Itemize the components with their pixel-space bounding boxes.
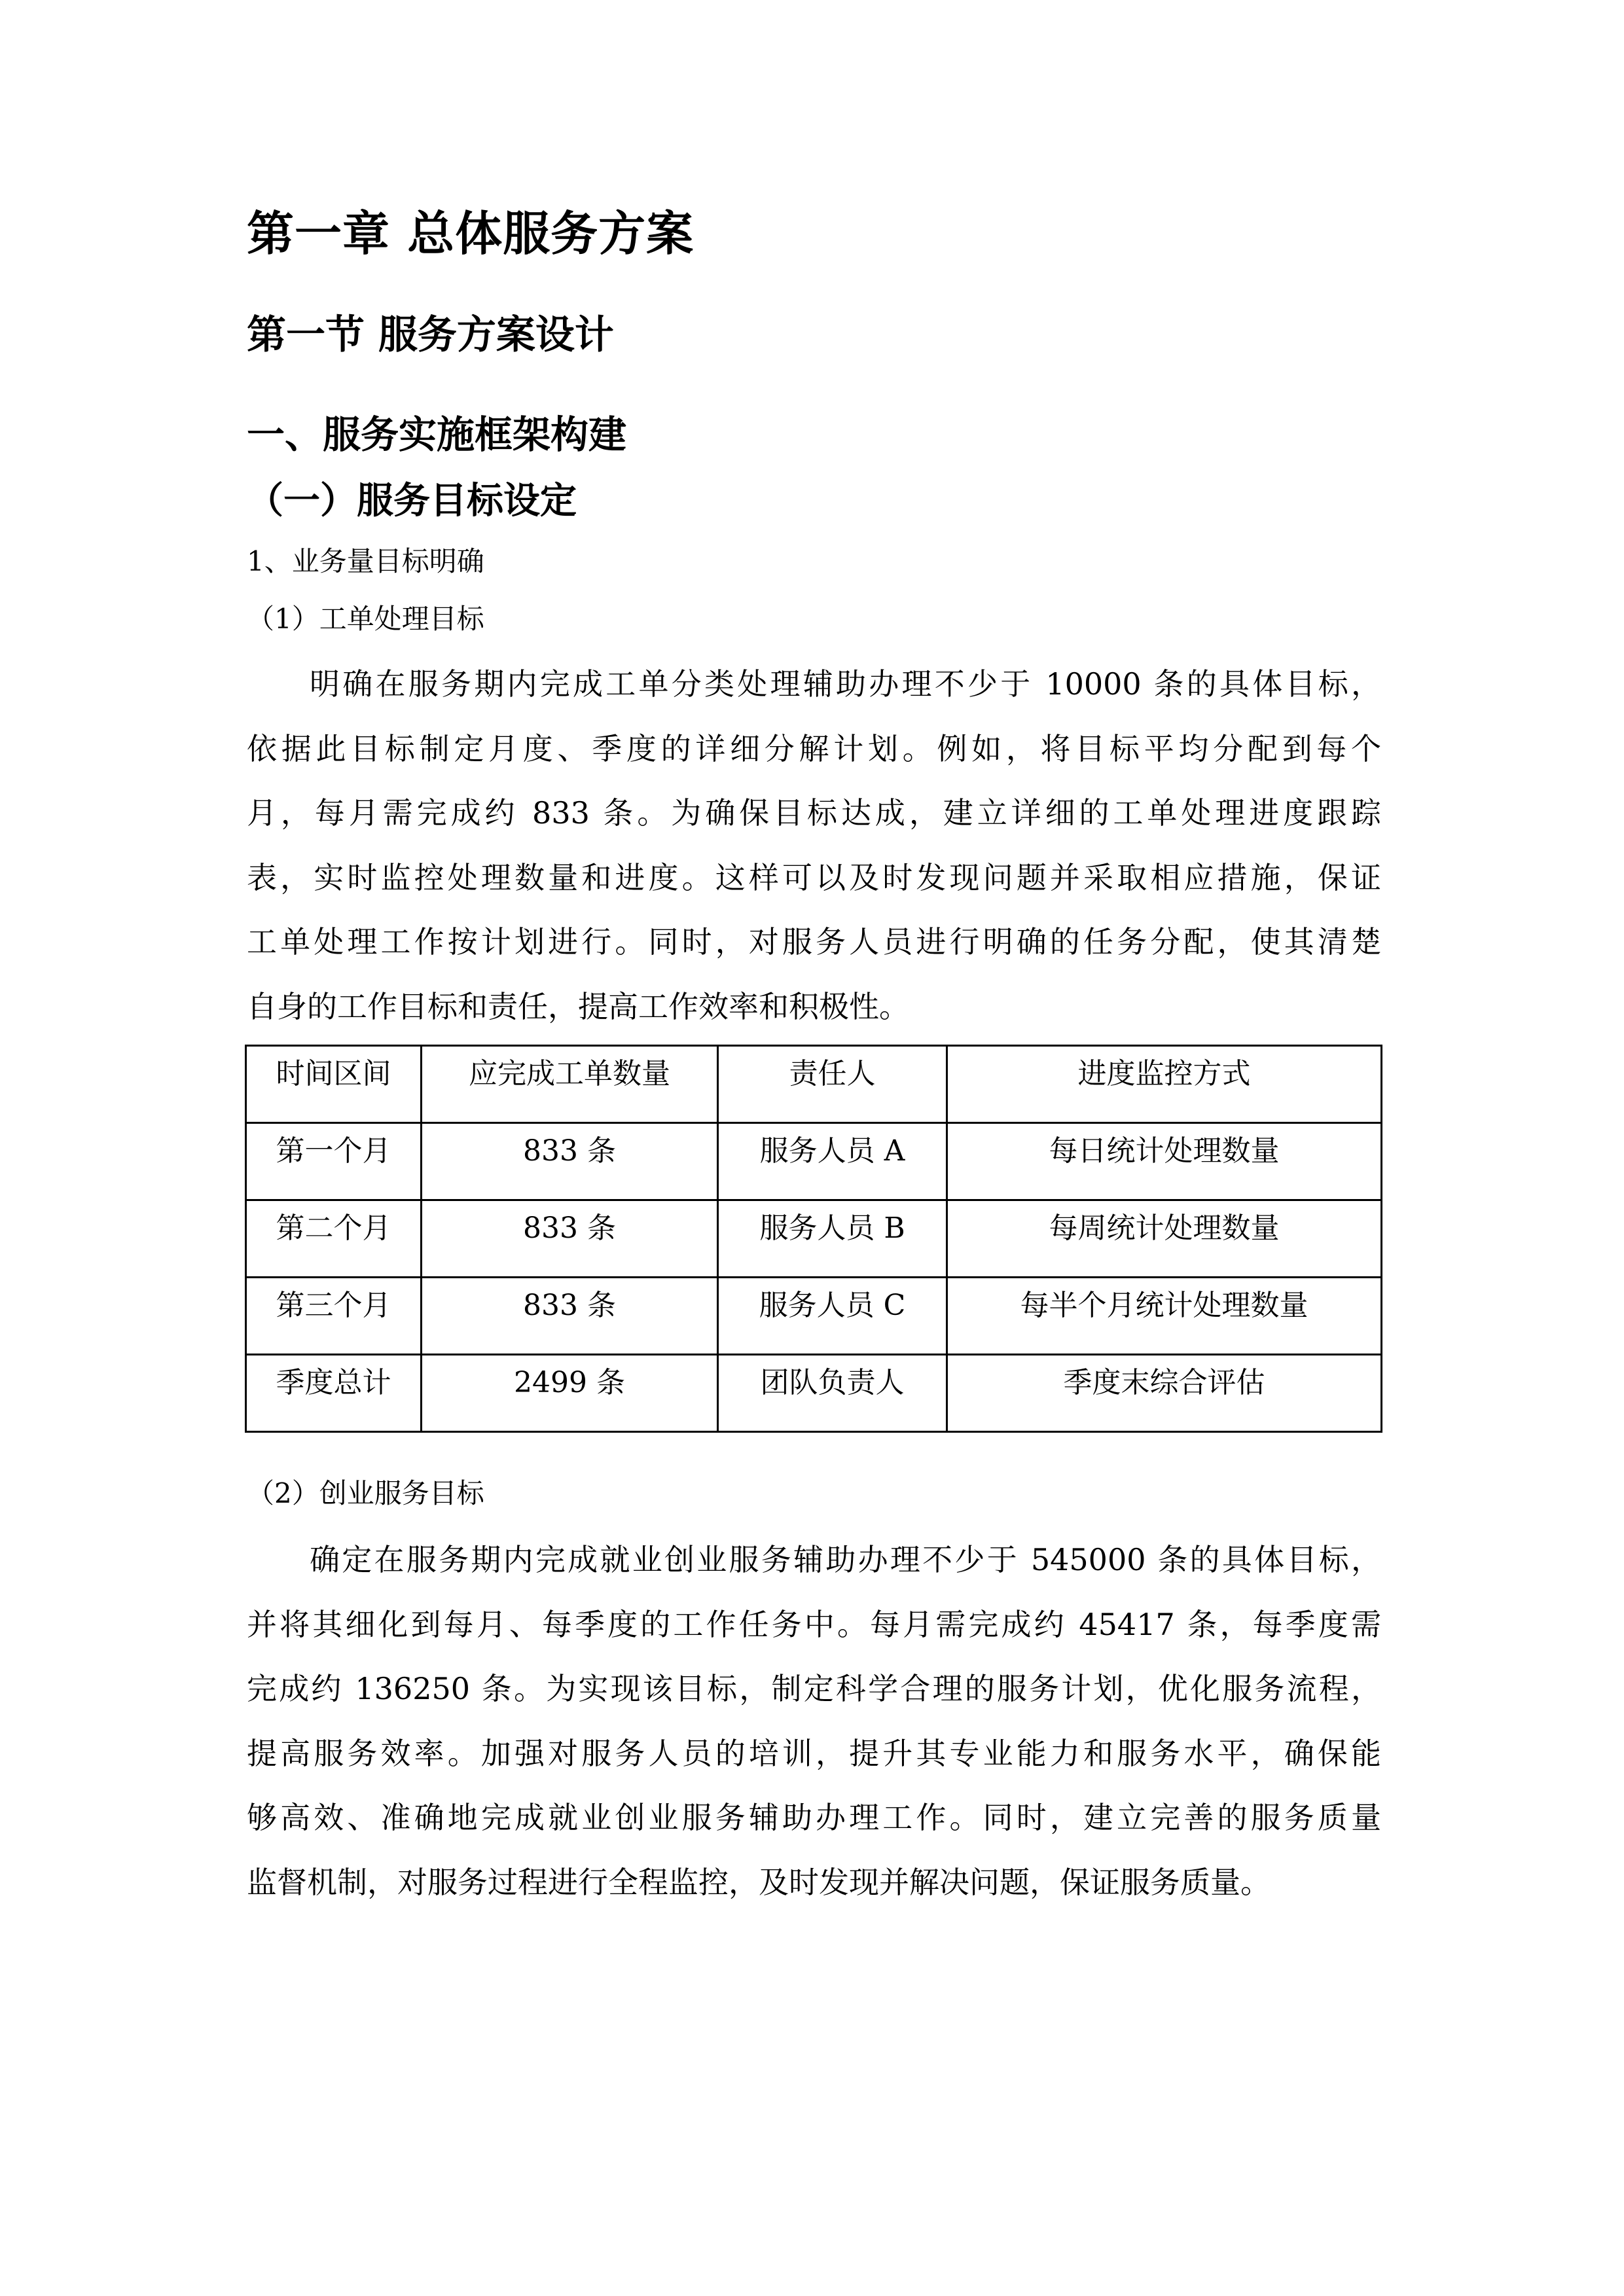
heading-level3: 1、业务量目标明确 — [247, 545, 484, 577]
table-cell: 服务人员 C — [718, 1278, 947, 1355]
table-cell: 服务人员 A — [718, 1123, 947, 1200]
table-cell: 2499 条 — [422, 1355, 718, 1432]
table-cell: 团队负责人 — [718, 1355, 947, 1432]
table-header-cell: 进度监控方式 — [947, 1046, 1382, 1123]
paragraph-line: 监督机制，对服务过程进行全程监控，及时发现并解决问题，保证服务质量。 — [247, 1864, 1271, 1900]
table-cell: 第二个月 — [246, 1200, 422, 1278]
table-cell: 833 条 — [422, 1200, 718, 1278]
chapter-title: 第一章 总体服务方案 — [247, 206, 695, 261]
table-cell: 每半个月统计处理数量 — [947, 1278, 1382, 1355]
paragraph-line: 明确在服务期内完成工单分类处理辅助办理不少于 10000 条的具体目标， — [310, 666, 1381, 702]
table-cell: 第三个月 — [246, 1278, 422, 1355]
table-header-cell: 时间区间 — [246, 1046, 422, 1123]
table-cell: 每日统计处理数量 — [947, 1123, 1382, 1200]
table-row — [246, 1200, 1382, 1278]
subsection-title-work-order: （1）工单处理目标 — [247, 603, 484, 635]
paragraph-line: 确定在服务期内完成就业创业服务辅助办理不少于 545000 条的具体目标， — [310, 1542, 1381, 1577]
work-order-progress-table — [245, 1045, 1382, 1433]
paragraph-line: 并将其细化到每月、每季度的工作任务中。每月需完成约 45417 条，每季度需 — [247, 1606, 1381, 1642]
section-title: 第一节 服务方案设计 — [247, 312, 614, 358]
paragraph-line: 够高效、准确地完成就业创业服务辅助办理工作。同时，建立完善的服务质量 — [247, 1800, 1381, 1835]
table-row — [246, 1123, 1382, 1200]
table-cell: 第一个月 — [246, 1123, 422, 1200]
paragraph-work-order-target — [247, 652, 1381, 1039]
paragraph-line: 依据此目标制定月度、季度的详细分解计划。例如，将目标平均分配到每个 — [247, 730, 1381, 766]
paragraph-line: 月，每月需完成约 833 条。为确保目标达成，建立详细的工单处理进度跟踪 — [247, 795, 1381, 831]
table-cell: 833 条 — [422, 1123, 718, 1200]
table-header-cell: 应完成工单数量 — [422, 1046, 718, 1123]
paragraph-entrepreneurship-target — [247, 1528, 1381, 1914]
table-header-cell: 责任人 — [718, 1046, 947, 1123]
paragraph-line: 工单处理工作按计划进行。同时，对服务人员进行明确的任务分配，使其清楚 — [247, 924, 1381, 960]
table-cell: 833 条 — [422, 1278, 718, 1355]
paragraph-line: 提高服务效率。加强对服务人员的培训，提升其专业能力和服务水平，确保能 — [247, 1735, 1381, 1771]
table-cell: 季度总计 — [246, 1355, 422, 1432]
table-cell: 季度末综合评估 — [947, 1355, 1382, 1432]
heading-level1: 一、服务实施框架构建 — [247, 412, 627, 457]
subsection-title-entrepreneurship: （2）创业服务目标 — [247, 1477, 484, 1509]
table-row — [246, 1355, 1382, 1432]
table-header-row — [246, 1046, 1382, 1123]
paragraph-line: 表，实时监控处理数量和进度。这样可以及时发现问题并采取相应措施，保证 — [247, 859, 1381, 895]
table-cell: 每周统计处理数量 — [947, 1200, 1382, 1278]
table-row — [246, 1278, 1382, 1355]
paragraph-line: 自身的工作目标和责任，提高工作效率和积极性。 — [247, 988, 909, 1024]
table-cell: 服务人员 B — [718, 1200, 947, 1278]
paragraph-line: 完成约 136250 条。为实现该目标，制定科学合理的服务计划，优化服务流程， — [247, 1671, 1381, 1706]
heading-level2: （一）服务目标设定 — [247, 479, 577, 522]
